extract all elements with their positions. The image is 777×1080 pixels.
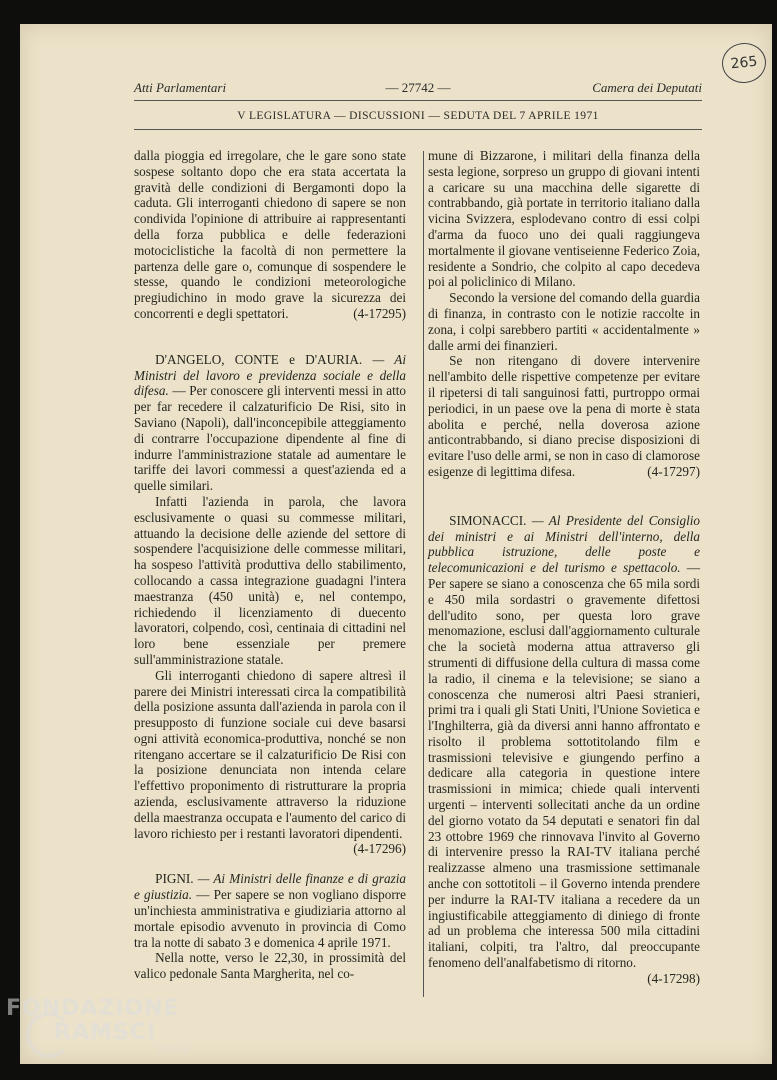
fondazione-gramsci-watermark <box>6 994 206 1074</box>
running-header <box>134 80 702 98</box>
question-author: D'ANGELO, CONTE e D'AURIA. <box>155 351 363 367</box>
header-rule <box>134 100 702 101</box>
watermark-line-2: RAMSCI <box>54 1020 157 1045</box>
header-page-number: — 27742 — <box>385 80 451 95</box>
question-addressee: — Ai Ministri delle finanze e di grazia e giustizia. <box>134 871 407 903</box>
paragraph: mune di Bizzarone, i militari della finanza della sesta legione, sorpreso un gruppo di giovani intenti a caricare su una macchina delle sigarette di contrabbando, già portate in territorio italiano dalla vicina Svizzera, esplodevano contro di essi colpi d'arma da fuoco uno dei quali raggiungeva mortalmente il giovane ventiseienne Federico Zoia, residente a Sondrio, che colpito al capo decedeva poi al policlinico di Milano. <box>428 148 700 290</box>
question-addressee: — Al Presidente del Consiglio dei ministri e ai Ministri dell'interno, della pubblica istruzione, delle poste e telecomunicazioni e del turismo e spettacolo. <box>428 512 700 576</box>
question-heading: PIGNI. — Ai Ministri delle finanze e di grazia e giustizia. — Per sapere se non vogliano disporre un'inchiesta amministrativa e giudiziaria attorno al mortale episodio avvenuto in provincia di Como tra la notte di sabato 3 e domenica 4 aprile 1971. <box>134 871 407 950</box>
question-heading: SIMONACCI. — Al Presidente del Consiglio dei ministri e ai Ministri dell'interno, della pubblica istruzione, delle poste e telecomunicazioni e del turismo e spettacolo. — Per sapere se siano a conoscenza che 65 mila sordi e 450 mila sordastri o gravemente difettosi dell'udito sono, per questa loro grave menomazione, esclusi dall'aggiornamento culturale che la società moderna attua attraverso gli strumenti di diffusione della cultura di massa come la radio, il cinema e la televisione; se siano a conoscenza che numerosi altri Paesi stranieri, primi tra i quali gli Stati Uniti, l'Unione Sovietica e l'Inghilterra, già da diversi anni hanno affrontato e risolto il problema sottotitolando film e trasmissioni televisive e giungendo perfino a dedicare alla categoria in questione intere trasmissioni in mimica; chiede quali interventi urgenti – interventi sollecitati anche da un ordine del giorno votato da 54 deputati e senatori fin dal 23 ottobre 1969 che rinnovava l'invito al Governo di intervenire presso la RAI-TV italiana perché realizzasse almeno una trasmissione settimanale anche con sottotitoli – il Governo intenda prendere per indurre la RAI-TV italiana a recedere da un ingiustificabile atteggiamento di diniego di fronte ad un problema che interessa 500 mila cittadini italiani, colpiti, tra l'altro, dal preoccupante fenomeno dell'analfabetismo di ritorno. (4-17298) <box>428 512 701 986</box>
spacer <box>428 480 700 513</box>
question-addressee: — Ai Ministri del lavoro e previdenza sociale e della difesa. <box>134 351 407 399</box>
right-column <box>428 148 700 987</box>
column-divider <box>423 151 424 997</box>
paragraph: dalla pioggia ed irregolare, che le gare sono state sospese soltanto dopo che era stata accertata la gravità delle condizioni di Bergamonti dopo la caduta. Gli interroganti chiedono di sapere se non condivida l'opinione di attribuire ai rappresentanti della forza pubblica e delle federazioni motociclistiche la facoltà di non permettere la partenza delle gare o, comunque di sospendere le stesse, quando le condizioni meteorologiche pregiudichino in modo grave la sicurezza dei concorrenti e degli spettatori. (4-17295) <box>134 148 406 321</box>
left-column <box>134 148 406 982</box>
question-author: SIMONACCI. <box>449 512 527 528</box>
question-ref: (4-17296) <box>353 841 406 857</box>
subheader-rule <box>134 129 702 130</box>
header-right: Camera dei Deputati <box>592 80 702 95</box>
header-left: Atti Parlamentari <box>134 80 227 95</box>
question-heading: D'ANGELO, CONTE e D'AURIA. — Ai Ministri del lavoro e previdenza sociale e della difesa. — Per conoscere gli interventi messi in atto per far recedere il calzaturificio De Risi, sito in Saviano (Napoli), dall'inconcepibile atteggiamento di contrarre l'occupazione dipendente al fine di indurre l'amministrazione statale ad aumentare le tariffe dei lavori commessi a quest'azienda ed a quelle similari. <box>134 351 407 494</box>
question-ref: (4-17298) <box>647 970 700 986</box>
paragraph: Secondo la versione del comando della guardia di finanza, in contrasto con le notizie raccolte in zona, i colpi sarebbero partiti « accidentalmente » dalle armi dei finanzieri. <box>428 290 700 353</box>
watermark-line-1: FONDAZIONE <box>6 996 180 1021</box>
paragraph: Se non ritengano di dovere intervenire nell'ambito delle rispettive competenze per evitare il ripetersi di tali sanguinosi fatti, purtroppo ormai periodici, in un paese ove la pena di morte è stata abolita e perché, nella doverosa azione anticontrabbando, si diano precise disposizioni di evitare l'uso delle armi, se non in caso di clamorose esigenze di legittima difesa. (4-17297) <box>428 353 700 479</box>
paragraph: Infatti l'azienda in parola, che lavora esclusivamente o quasi su commesse militari, attuando la decisione delle aziende del settore di sospendere l'acquisizione delle commesse militari, ha sospeso l'attività produttiva dello stabilimento, collocando a cassa integrazione guadagni l'intera maestranza (450 unità) e, nel contempo, richiedendo il licenziamento di duecento lavoratori, colpendo, così, centinaia di cittadini nel loro bene essenziale per premere sull'amministrazione statale. <box>134 493 406 667</box>
spacer <box>134 322 406 352</box>
handwritten-page-number: 265 <box>720 41 768 85</box>
watermark-line-3: onlus <box>158 1044 190 1055</box>
question-ref: (4-17295) <box>353 305 406 321</box>
paragraph: Gli interroganti chiedono di sapere altresì il parere dei Ministri interessati circa la compatibilità della posizione assunta dall'azienda in parola con il presupposto di funzione sociale cui deve basarsi ogni attività economica-produttiva, nonché se non ritengano accertare se il calzaturificio De Risi con la posizione denunciata non intenda celare l'effettivo proponimento di ristrutturare la propria azienda, esclusivamente attraverso la riduzione della maestranza occupata e l'aumento del carico di lavoro richiesto per i restanti lavoratori dipendenti. (4-17296) <box>134 667 406 857</box>
question-ref: (4-17297) <box>647 463 700 479</box>
paragraph: Nella notte, verso le 22,30, in prossimità del valico pedonale Santa Margherita, nel co- <box>134 950 406 982</box>
document-page <box>20 24 772 1064</box>
session-subheader: V LEGISLATURA — DISCUSSIONI — SEDUTA DEL 7 APRILE 1971 <box>237 110 599 122</box>
question-author: PIGNI. <box>155 871 194 887</box>
